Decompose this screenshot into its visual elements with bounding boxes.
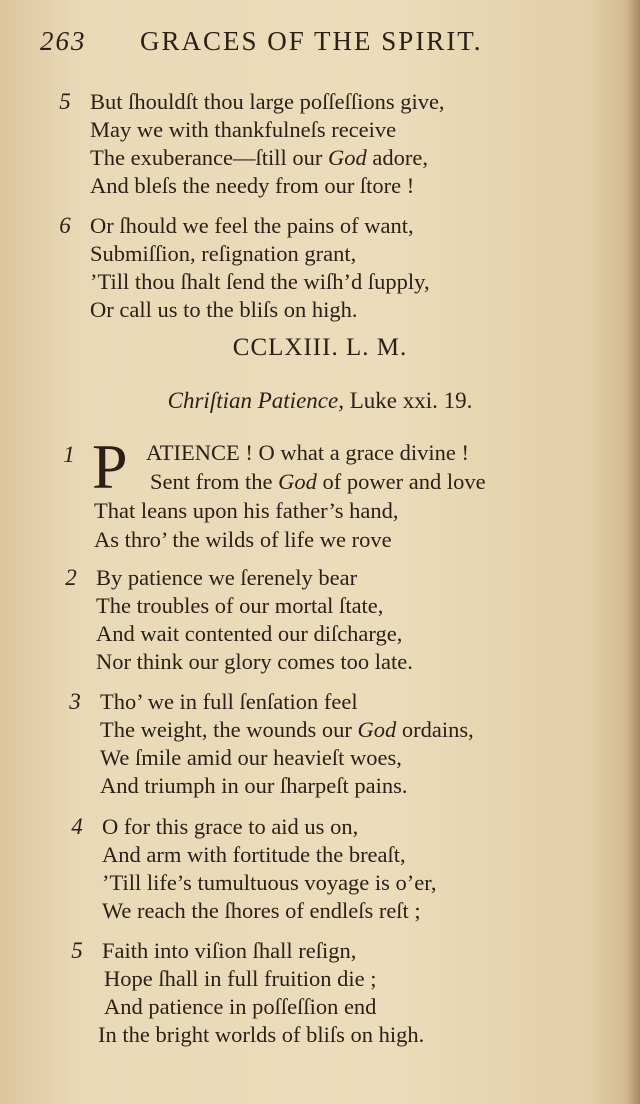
verse-line: Nor think our glory comes too late. <box>96 649 413 674</box>
stanza-number: 3 <box>69 689 81 714</box>
verse-line: As thro’ the wilds of life we rove <box>94 527 392 552</box>
verse-line: And wait contented our diſcharge, <box>96 621 403 646</box>
verse-line: But ſhouldſt thou large poſſeſſions give, <box>90 89 445 114</box>
running-header <box>40 22 610 62</box>
verse-line: In the bright worlds of bliſs on high. <box>98 1022 425 1047</box>
verse-line: Tho’ we in full ſenſation feel <box>100 689 358 714</box>
verse-line: O for this grace to aid us on, <box>102 814 359 839</box>
verse-line: Submiſſion, reſignation grant, <box>90 241 357 266</box>
verse-line: Faith into viſion ſhall reſign, <box>102 938 357 963</box>
hymn-subtitle <box>0 388 640 414</box>
scripture-reference: Luke xxi. 19. <box>343 388 473 413</box>
page-edge-shadow <box>626 0 640 1104</box>
italic-god: God <box>328 145 367 170</box>
stanza-number: 5 <box>71 938 83 963</box>
verse-line: And bleſs the needy from our ſtore ! <box>90 173 415 198</box>
running-title: GRACES OF THE SPIRIT. <box>140 26 483 56</box>
drop-cap: P <box>92 431 128 502</box>
verse-line: That leans upon his father’s hand, <box>94 498 399 523</box>
verse-line: Hope ſhall in full fruition die ; <box>104 966 377 991</box>
verse-line: And patience in poſſeſſion end <box>104 994 377 1019</box>
verse-line: ATIENCE ! O what a grace divine ! <box>146 440 470 465</box>
verse-line: Or call us to the bliſs on high. <box>90 297 358 322</box>
verse-line: And triumph in our ſharpeſt pains. <box>100 773 408 798</box>
verse-line: By patience we ſerenely bear <box>96 565 358 590</box>
verse-line: The weight, the wounds our God ordains, <box>100 717 474 742</box>
verse-line: ’Till life’s tumultuous voyage is o’er, <box>102 870 437 895</box>
hymn-subject: Chriſtian Patience, <box>167 388 344 413</box>
stanza-number: 2 <box>65 565 77 590</box>
stanza-number: 6 <box>59 213 71 238</box>
verse-line: May we with thankfulneſs receive <box>90 117 397 142</box>
verse-line: And arm with fortitude the breaſt, <box>102 842 406 867</box>
verse-line: The exuberance—ſtill our God adore, <box>90 145 428 170</box>
italic-god: God <box>357 717 397 742</box>
verse-line: Or ſhould we feel the pains of want, <box>90 213 414 238</box>
stanza-number: 1 <box>63 442 75 467</box>
hymn-title: CCLXIII. L. M. <box>232 334 408 361</box>
stanza-number: 4 <box>71 814 83 839</box>
italic-god: God <box>278 469 317 494</box>
verse-line: Sent from the God of power and love <box>150 469 486 494</box>
verse-line: ’Till thou ſhalt ſend the wiſh’d ſupply, <box>90 269 430 294</box>
verse-line: The troubles of our mortal ſtate, <box>96 593 384 618</box>
stanza-number: 5 <box>59 89 71 114</box>
verse-line: We ſmile amid our heavieſt woes, <box>100 745 402 770</box>
verse-line: We reach the ſhores of endleſs reſt ; <box>102 898 421 923</box>
page-number: 263 <box>40 26 87 56</box>
